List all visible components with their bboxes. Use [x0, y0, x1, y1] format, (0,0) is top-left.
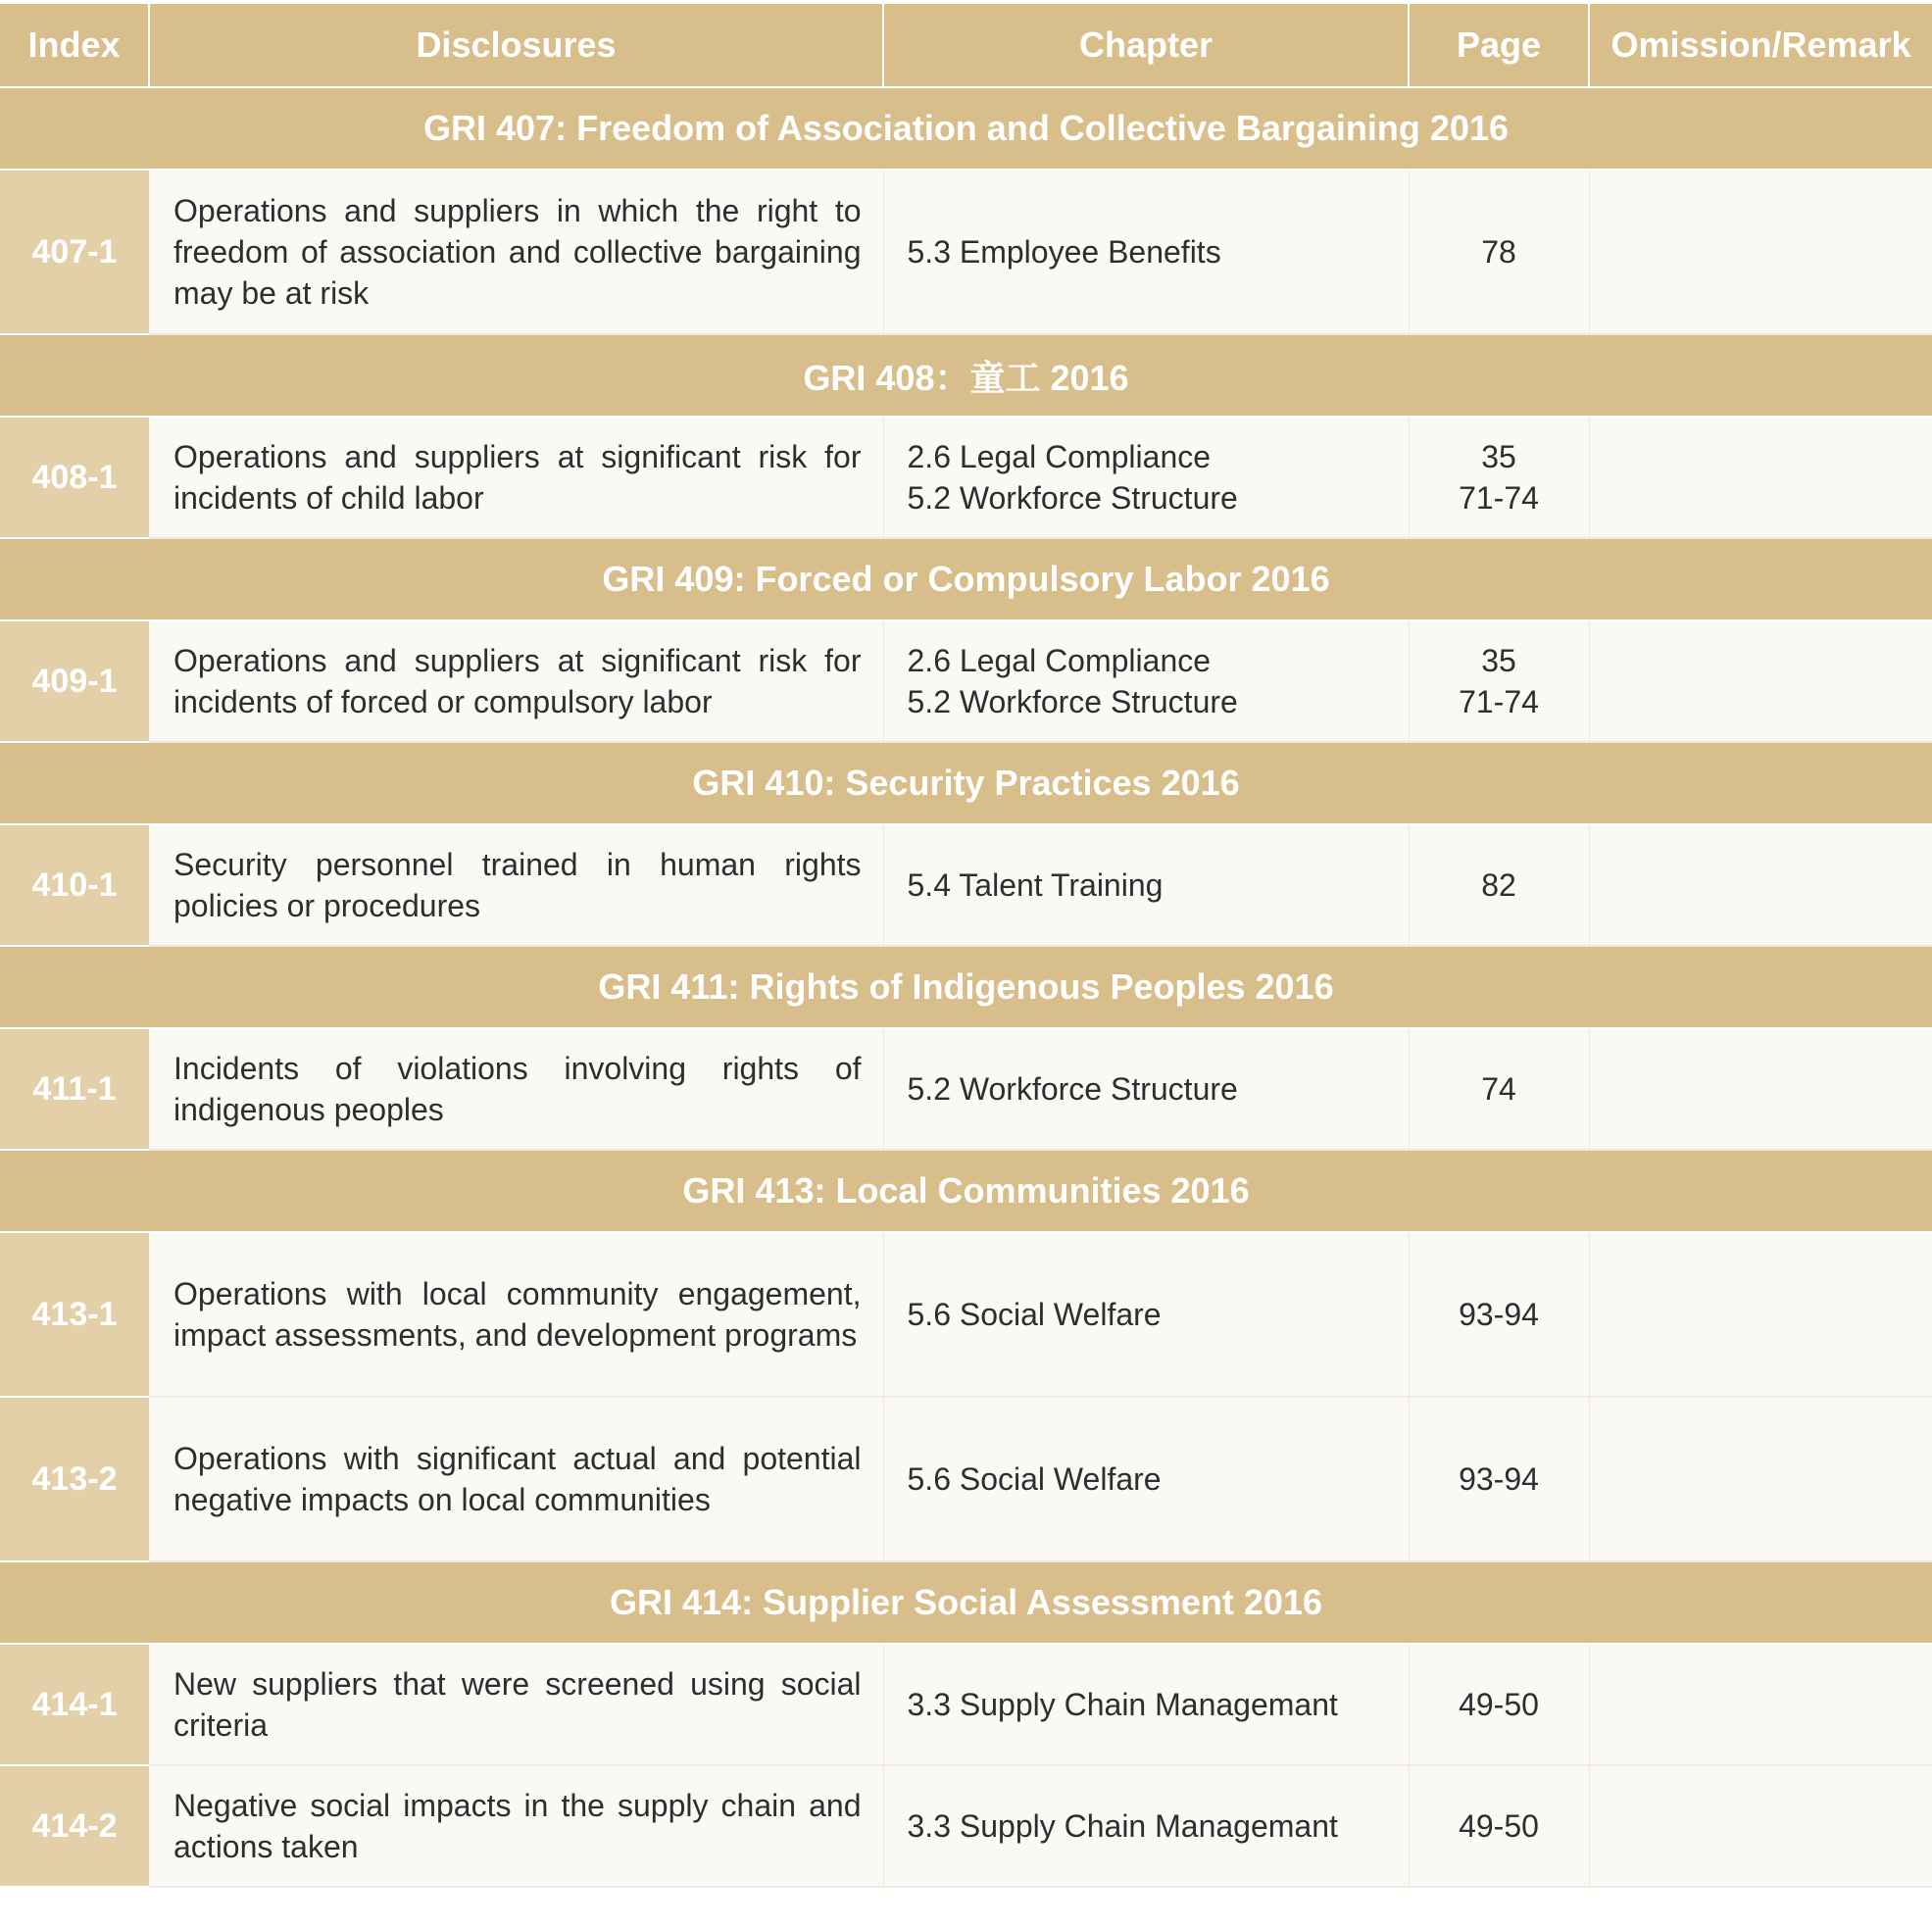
index-cell: 414-2 [0, 1765, 149, 1887]
table-row [0, 1232, 1932, 1397]
chapter-cell [883, 1765, 1409, 1887]
index-cell: 409-1 [0, 620, 149, 742]
omission-remark-cell [1589, 824, 1932, 946]
header-omission-remark: Omission/Remark [1589, 4, 1932, 87]
omission-remark-cell [1589, 1397, 1932, 1561]
omission-remark-cell [1589, 620, 1932, 742]
chapter-line: 5.2 Workforce Structure [907, 1071, 1238, 1107]
chapter-cell [883, 1397, 1409, 1561]
table-header [0, 4, 1932, 87]
section-title: GRI 407: Freedom of Association and Collective Bargaining 2016 [0, 87, 1932, 170]
table-row [0, 417, 1932, 538]
page-line: 93-94 [1459, 1297, 1539, 1332]
page-line: 35 [1481, 439, 1516, 474]
page-line: 49-50 [1459, 1687, 1539, 1722]
disclosure-cell: Operations with significant actual and potential negative impacts on local communities [149, 1397, 883, 1561]
table-row [0, 1765, 1932, 1887]
chapter-cell [883, 1028, 1409, 1150]
section-header-row [0, 538, 1932, 620]
omission-remark-cell [1589, 1644, 1932, 1765]
page-line: 82 [1481, 867, 1516, 903]
page-cell [1409, 170, 1589, 334]
chapter-line: 5.6 Social Welfare [907, 1297, 1162, 1332]
table-body [0, 87, 1932, 1887]
table-row [0, 1028, 1932, 1150]
page-cell [1409, 620, 1589, 742]
disclosure-cell: Operations and suppliers in which the right to freedom of association and collective bargaining may be at risk [149, 170, 883, 334]
table-row [0, 620, 1932, 742]
disclosure-cell: Operations with local community engagement, impact assessments, and development programs [149, 1232, 883, 1397]
header-disclosures: Disclosures [149, 4, 883, 87]
chapter-cell [883, 417, 1409, 538]
page-line: 49-50 [1459, 1808, 1539, 1844]
section-title: GRI 409: Forced or Compulsory Labor 2016 [0, 538, 1932, 620]
header-row [0, 4, 1932, 87]
page-cell [1409, 417, 1589, 538]
disclosure-cell: Operations and suppliers at significant risk for incidents of child labor [149, 417, 883, 538]
chapter-line: 5.4 Talent Training [907, 867, 1164, 903]
index-cell: 410-1 [0, 824, 149, 946]
disclosure-cell: Incidents of violations involving rights of indigenous peoples [149, 1028, 883, 1150]
omission-remark-cell [1589, 1765, 1932, 1887]
section-title: GRI 413: Local Communities 2016 [0, 1150, 1932, 1232]
page-line: 74 [1481, 1071, 1516, 1107]
index-cell: 411-1 [0, 1028, 149, 1150]
section-title: GRI 414: Supplier Social Assessment 2016 [0, 1561, 1932, 1644]
chapter-cell [883, 824, 1409, 946]
index-cell: 408-1 [0, 417, 149, 538]
disclosure-cell: New suppliers that were screened using social criteria [149, 1644, 883, 1765]
gri-index-table [0, 4, 1932, 1888]
section-title: GRI 408：童工 2016 [0, 334, 1932, 417]
section-title: GRI 411: Rights of Indigenous Peoples 2016 [0, 946, 1932, 1028]
disclosure-cell: Operations and suppliers at significant risk for incidents of forced or compulsory labor [149, 620, 883, 742]
index-cell: 414-1 [0, 1644, 149, 1765]
disclosure-cell: Security personnel trained in human rights policies or procedures [149, 824, 883, 946]
page-cell [1409, 1232, 1589, 1397]
chapter-line: 5.3 Employee Benefits [907, 234, 1221, 270]
chapter-line: 3.3 Supply Chain Managemant [907, 1808, 1338, 1844]
section-header-row [0, 742, 1932, 824]
page-cell [1409, 1765, 1589, 1887]
index-cell: 413-2 [0, 1397, 149, 1561]
table-row [0, 170, 1932, 334]
chapter-cell [883, 1232, 1409, 1397]
chapter-line: 5.6 Social Welfare [907, 1461, 1162, 1497]
chapter-cell [883, 620, 1409, 742]
page-line: 93-94 [1459, 1461, 1539, 1497]
header-chapter: Chapter [883, 4, 1409, 87]
page-cell [1409, 1644, 1589, 1765]
page-line: 78 [1481, 234, 1516, 270]
omission-remark-cell [1589, 1232, 1932, 1397]
chapter-line: 2.6 Legal Compliance [907, 439, 1212, 474]
chapter-line: 5.2 Workforce Structure [907, 480, 1238, 516]
chapter-line: 2.6 Legal Compliance [907, 643, 1212, 678]
index-cell: 413-1 [0, 1232, 149, 1397]
section-title: GRI 410: Security Practices 2016 [0, 742, 1932, 824]
omission-remark-cell [1589, 417, 1932, 538]
omission-remark-cell [1589, 170, 1932, 334]
section-header-row [0, 334, 1932, 417]
page-line: 35 [1481, 643, 1516, 678]
section-header-row [0, 1561, 1932, 1644]
page-cell [1409, 824, 1589, 946]
section-header-row [0, 946, 1932, 1028]
page-line: 71-74 [1459, 684, 1539, 719]
chapter-line: 3.3 Supply Chain Managemant [907, 1687, 1338, 1722]
table-row [0, 824, 1932, 946]
chapter-line: 5.2 Workforce Structure [907, 684, 1238, 719]
disclosure-cell: Negative social impacts in the supply chain and actions taken [149, 1765, 883, 1887]
page-line: 71-74 [1459, 480, 1539, 516]
page-cell [1409, 1028, 1589, 1150]
header-index: Index [0, 4, 149, 87]
section-header-row [0, 1150, 1932, 1232]
section-header-row [0, 87, 1932, 170]
table-row [0, 1397, 1932, 1561]
index-cell: 407-1 [0, 170, 149, 334]
table-row [0, 1644, 1932, 1765]
omission-remark-cell [1589, 1028, 1932, 1150]
header-page: Page [1409, 4, 1589, 87]
chapter-cell [883, 1644, 1409, 1765]
page-cell [1409, 1397, 1589, 1561]
chapter-cell [883, 170, 1409, 334]
